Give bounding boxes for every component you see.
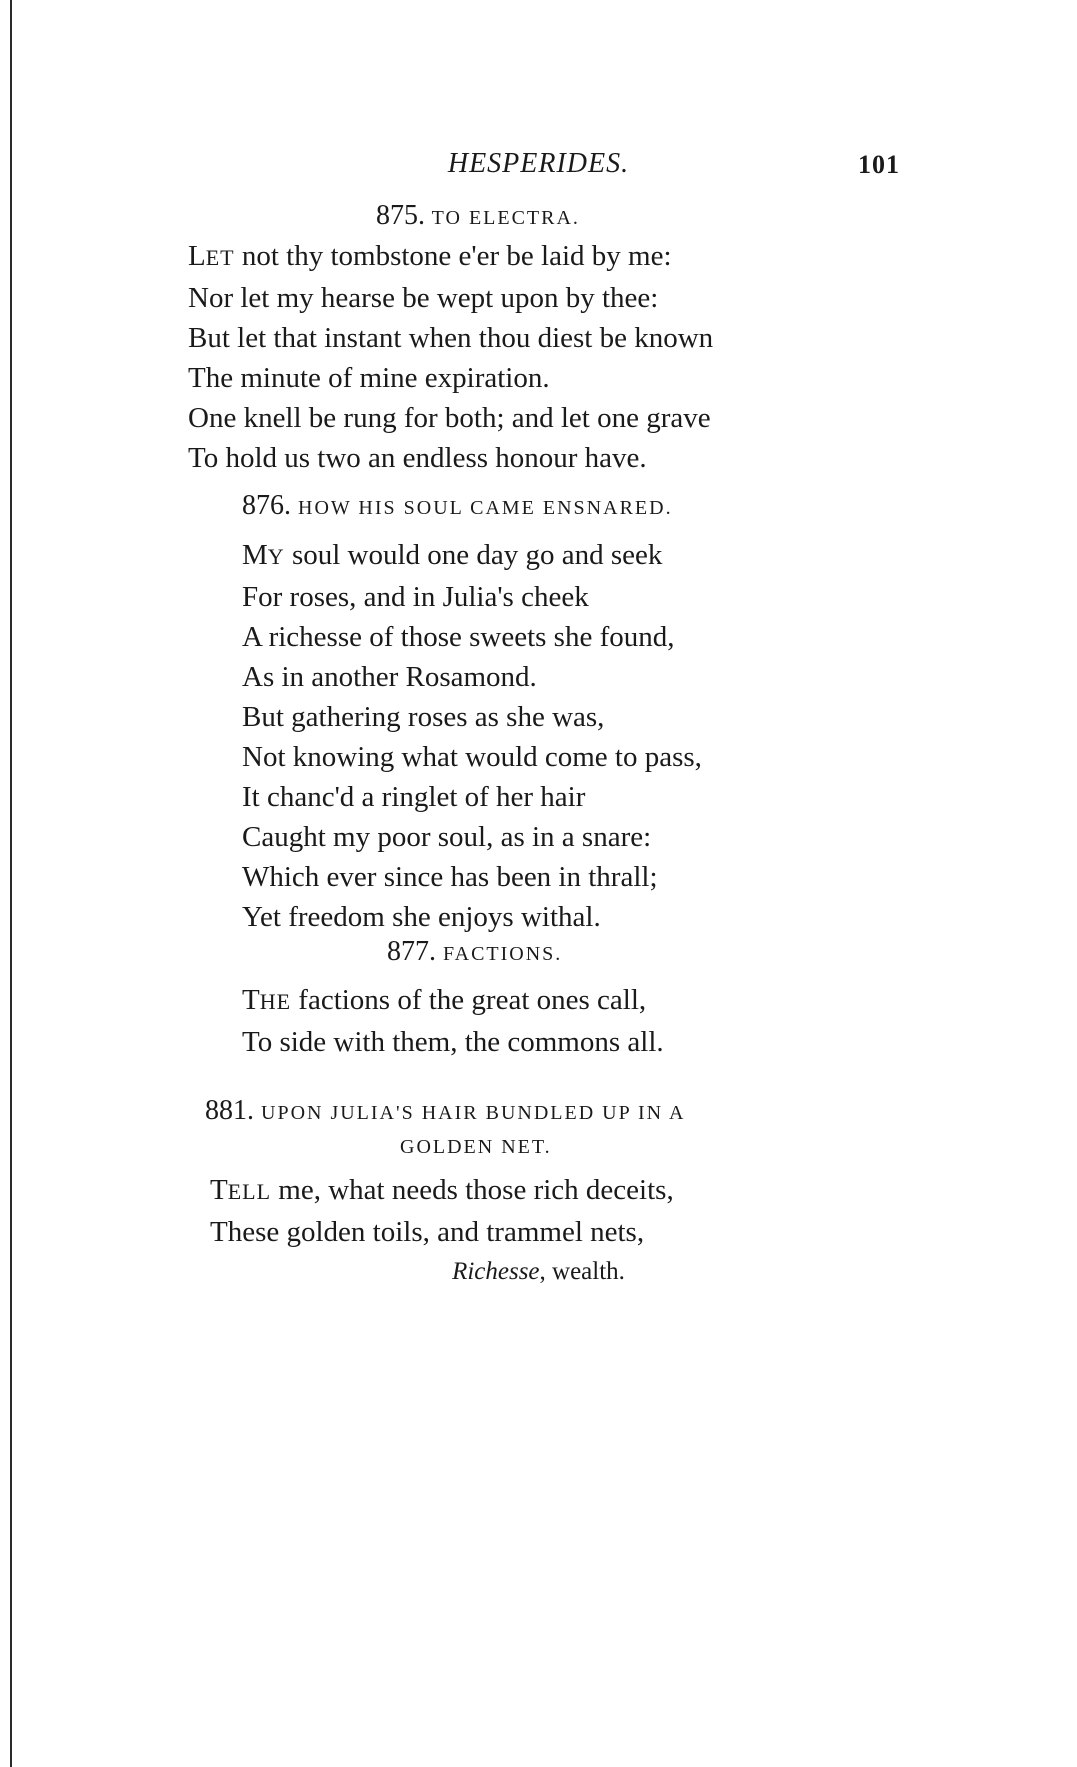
poem-line	[210, 1170, 674, 1212]
footnote	[0, 1258, 1077, 1286]
poem-line: These golden toils, and trammel nets,	[210, 1216, 645, 1248]
poem-line: To side with them, the commons all.	[242, 1026, 664, 1058]
poem-line: Nor let my hearse be wept upon by thee:	[188, 282, 659, 314]
poem-number: 877.	[387, 936, 436, 967]
poem-line: As in another Rosamond.	[242, 661, 537, 693]
poem-877-title	[387, 936, 562, 968]
poem-title-text: TO ELECTRA.	[431, 207, 580, 229]
poem-line: One knell be rung for both; and let one grave	[188, 402, 711, 434]
poem-line: But let that instant when thou diest be known	[188, 322, 714, 354]
poem-line	[188, 236, 713, 278]
initial-cap: T	[242, 984, 260, 1016]
poem-line: Yet freedom she enjoys withal.	[242, 901, 601, 933]
poem-881-title-line2: GOLDEN NET.	[400, 1136, 552, 1158]
line-rest: factions of the great ones call,	[291, 984, 647, 1016]
poem-title-text: HOW HIS SOUL CAME ENSNARED.	[298, 497, 673, 519]
poem-876-stanza	[242, 535, 702, 937]
poem-line: For roses, and in Julia's cheek	[242, 581, 589, 613]
poem-title-text: UPON JULIA'S HAIR BUNDLED UP IN A	[261, 1102, 686, 1124]
poem-877-stanza	[242, 980, 664, 1062]
poem-line: But gathering roses as she was,	[242, 701, 605, 733]
poem-line: Not knowing what would come to pass,	[242, 741, 702, 773]
small-caps: ET	[205, 245, 235, 270]
line-rest: me, what needs those rich deceits,	[271, 1174, 674, 1206]
poem-number: 875.	[376, 200, 425, 231]
page-edge-line	[10, 0, 12, 1767]
poem-number: 881.	[205, 1095, 254, 1126]
initial-cap: L	[188, 240, 206, 272]
poem-line: A richesse of those sweets she found,	[242, 621, 675, 653]
line-rest: not thy tombstone e'er be laid by me:	[234, 240, 672, 272]
poem-line	[242, 535, 702, 577]
footnote-definition: , wealth.	[539, 1258, 625, 1285]
poem-line	[242, 980, 664, 1022]
initial-cap: T	[210, 1174, 228, 1206]
poem-line: To hold us two an endless honour have.	[188, 442, 647, 474]
poem-875-stanza	[188, 236, 713, 478]
footnote-term: Richesse	[452, 1258, 540, 1285]
small-caps: HE	[259, 989, 292, 1014]
running-head: HESPERIDES.	[447, 148, 630, 179]
poem-line: Caught my poor soul, as in a snare:	[242, 821, 652, 853]
poem-line: It chanc'd a ringlet of her hair	[242, 781, 586, 813]
small-caps: Y	[267, 544, 285, 569]
page-number: 101	[858, 150, 900, 179]
poem-line: The minute of mine expiration.	[188, 362, 550, 394]
poem-881-stanza	[210, 1170, 674, 1252]
line-rest: soul would one day go and seek	[284, 539, 663, 571]
poem-line: Which ever since has been in thrall;	[242, 861, 658, 893]
initial-cap: M	[242, 539, 268, 571]
small-caps: ELL	[227, 1179, 272, 1204]
poem-number: 876.	[242, 490, 291, 521]
poem-876-title	[242, 490, 673, 522]
poem-875-title	[376, 200, 580, 232]
poem-title-text: FACTIONS.	[443, 943, 563, 965]
poem-881-title	[205, 1095, 685, 1127]
